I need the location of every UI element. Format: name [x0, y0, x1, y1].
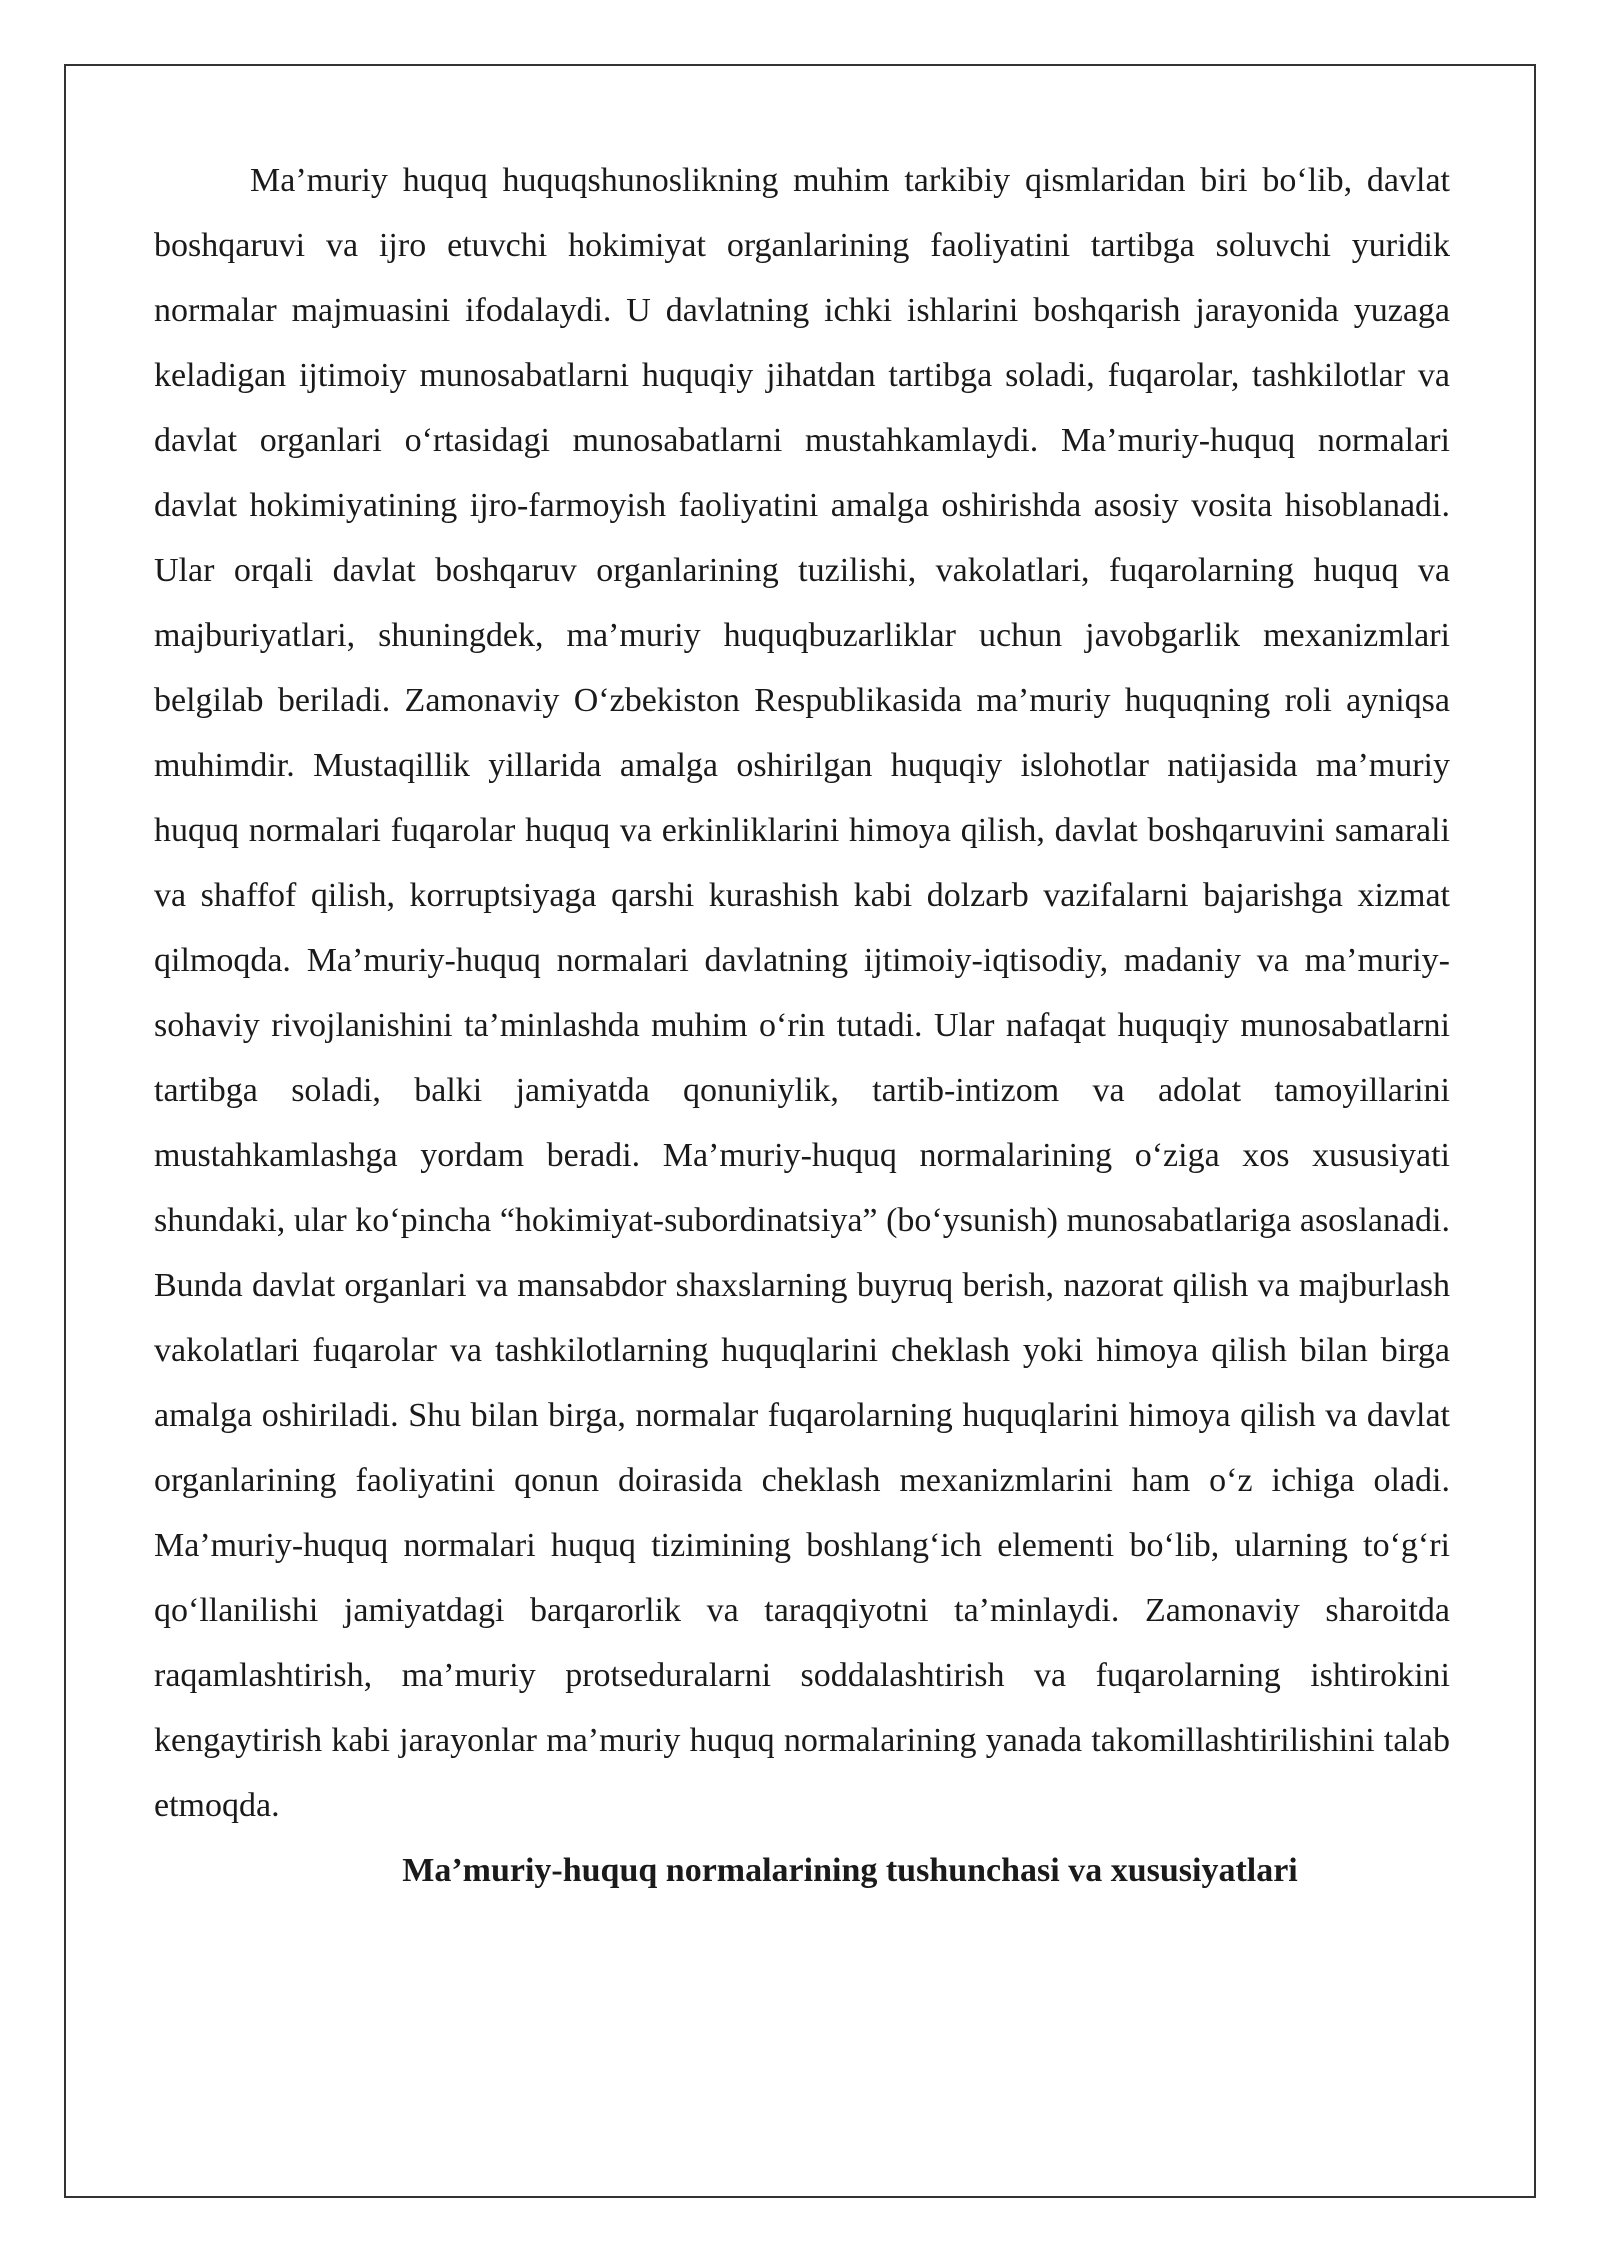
document-content [154, 148, 1450, 1903]
body-paragraph: Ma’muriy huquq huquqshunoslikning muhim tarkibiy qismlaridan biri bo‘lib, davlat boshqaruvi va ijro etuvchi hokimiyat organlarining faoliyatini tartibga soluvchi yuridik normalar majmuasini ifodalaydi. U davlatning ichki ishlarini boshqarish jarayonida yuzaga keladigan ijtimoiy munosabatlarni huquqiy jihatdan tartibga soladi, fuqarolar, tashkilotlar va davlat organlari o‘rtasidagi munosabatlarni mustahkamlaydi. Ma’muriy-huquq normalari davlat hokimiyatining ijro-farmoyish faoliyatini amalga oshirishda asosiy vosita hisoblanadi. Ular orqali davlat boshqaruv organlarining tuzilishi, vakolatlari, fuqarolarning huquq va majburiyatlari, shuningdek, ma’muriy huquqbuzarliklar uchun javobgarlik mexanizmlari belgilab beriladi. Zamonaviy O‘zbekiston Respublikasida ma’muriy huquqning roli ayniqsa muhimdir. Mustaqillik yillarida amalga oshirilgan huquqiy islohotlar natijasida ma’muriy huquq normalari fuqarolar huquq va erkinliklarini himoya qilish, davlat boshqaruvini samarali va shaffof qilish, korruptsiyaga qarshi kurashish kabi dolzarb vazifalarni bajarishga xizmat qilmoqda. Ma’muriy-huquq normalari davlatning ijtimoiy-iqtisodiy, madaniy va ma’muriy-sohaviy rivojlanishini ta’minlashda muhim o‘rin tutadi. Ular nafaqat huquqiy munosabatlarni tartibga soladi, balki jamiyatda qonuniylik, tartib-intizom va adolat tamoyillarini mustahkamlashga yordam beradi. Ma’muriy-huquq normalarining o‘ziga xos xususiyati shundaki, ular ko‘pincha “hokimiyat-subordinatsiya” (bo‘ysunish) munosabatlariga asoslanadi. Bunda davlat organlari va mansabdor shaxslarning buyruq berish, nazorat qilish va majburlash vakolatlari fuqarolar va tashkilotlarning huquqlarini cheklash yoki himoya qilish bilan birga amalga oshiriladi. Shu bilan birga, normalar fuqarolarning huquqlarini himoya qilish va davlat organlarining faoliyatini qonun doirasida cheklash mexanizmlarini ham o‘z ichiga oladi. Ma’muriy-huquq normalari huquq tizimining boshlang‘ich elementi bo‘lib, ularning to‘g‘ri qo‘llanilishi jamiyatdagi barqarorlik va taraqqiyotni ta’minlaydi. Zamonaviy sharoitda raqamlashtirish, ma’muriy protseduralarni soddalashtirish va fuqarolarning ishtirokini kengaytirish kabi jarayonlar ma’muriy huquq normalarining yanada takomillashtirilishini talab etmoqda. [154, 162, 1450, 1824]
section-heading: Ma’muriy-huquq normalarining tushunchasi va xususiyatlari [402, 1852, 1298, 1889]
